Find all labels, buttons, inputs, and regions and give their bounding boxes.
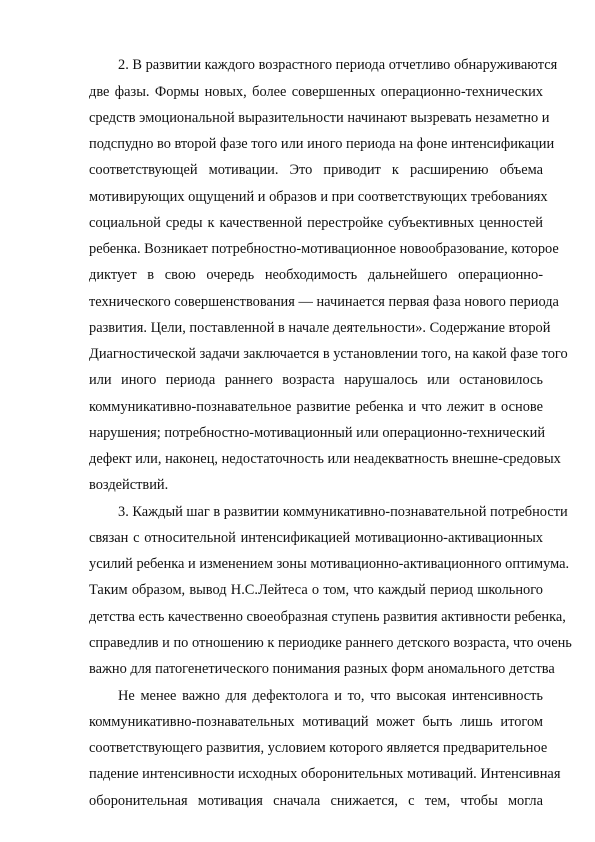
text-line: Не менее важно для дефектолога и то, что высокая интенсивность xyxy=(118,688,543,704)
text-line: воздействий. xyxy=(89,477,169,493)
text-line: детства есть качественно своеобразная ступень развития активности ребенка, xyxy=(89,609,566,625)
text-line: социальной среды к качественной перестройке субъективных ценностей xyxy=(89,215,543,231)
text-line: важно для патогенетического понимания разных форм аномального детства xyxy=(89,661,555,677)
text-line: связан с относительной интенсификацией мотивационно-активационных xyxy=(89,530,543,546)
text-line: дефект или, наконец, недостаточность или неадекватность внешне-средовых xyxy=(89,451,561,467)
text-line: две фазы. Формы новых, более совершенных операционно-технических xyxy=(89,84,543,100)
text-line: соответствующей мотивации. Это приводит к расширению объема xyxy=(89,162,543,178)
text-line: технического совершенствования — начинается первая фаза нового периода xyxy=(89,294,559,310)
text-line: оборонительная мотивация сначала снижается, с тем, чтобы могла xyxy=(89,793,543,809)
text-line: развития. Цели, поставленной в начале деятельности». Содержание второй xyxy=(89,320,551,336)
text-line: 3. Каждый шаг в развитии коммуникативно-познавательной потребности xyxy=(118,504,568,520)
text-line: подспудно во второй фазе того или иного периода на фоне интенсификации xyxy=(89,136,555,152)
text-line: падение интенсивности исходных оборонительных мотиваций. Интенсивная xyxy=(89,766,561,782)
text-line: Диагностической задачи заключается в установлении того, на какой фазе того xyxy=(89,346,568,362)
text-line: коммуникативно-познавательное развитие ребенка и что лежит в основе xyxy=(89,399,543,415)
text-line: нарушения; потребностно-мотивационный или операционно-технический xyxy=(89,425,546,441)
text-line: справедлив и по отношению к периодике раннего детского возраста, что очень xyxy=(89,635,572,651)
text-line: коммуникативно-познавательных мотиваций может быть лишь итогом xyxy=(89,714,543,730)
text-line: соответствующего развития, условием которого является предварительное xyxy=(89,740,548,756)
text-line: 2. В развитии каждого возрастного периода отчетливо обнаруживаются xyxy=(118,57,558,73)
text-line: средств эмоциональной выразительности начинают вызревать незаметно и xyxy=(89,110,550,126)
text-line: или иного периода раннего возраста нарушалось или остановилось xyxy=(89,372,543,388)
text-line: Таким образом, вывод Н.С.Лейтеса о том, что каждый период школьного xyxy=(89,582,543,598)
text-line: ребенка. Возникает потребностно-мотивационное новообразование, которое xyxy=(89,241,559,257)
text-line: мотивирующих ощущений и образов и при соответствующих требованиях xyxy=(89,189,548,205)
text-line: усилий ребенка и изменением зоны мотивационно-активационного оптимума. xyxy=(89,556,570,572)
text-line: диктует в свою очередь необходимость дальнейшего операционно- xyxy=(89,267,543,283)
